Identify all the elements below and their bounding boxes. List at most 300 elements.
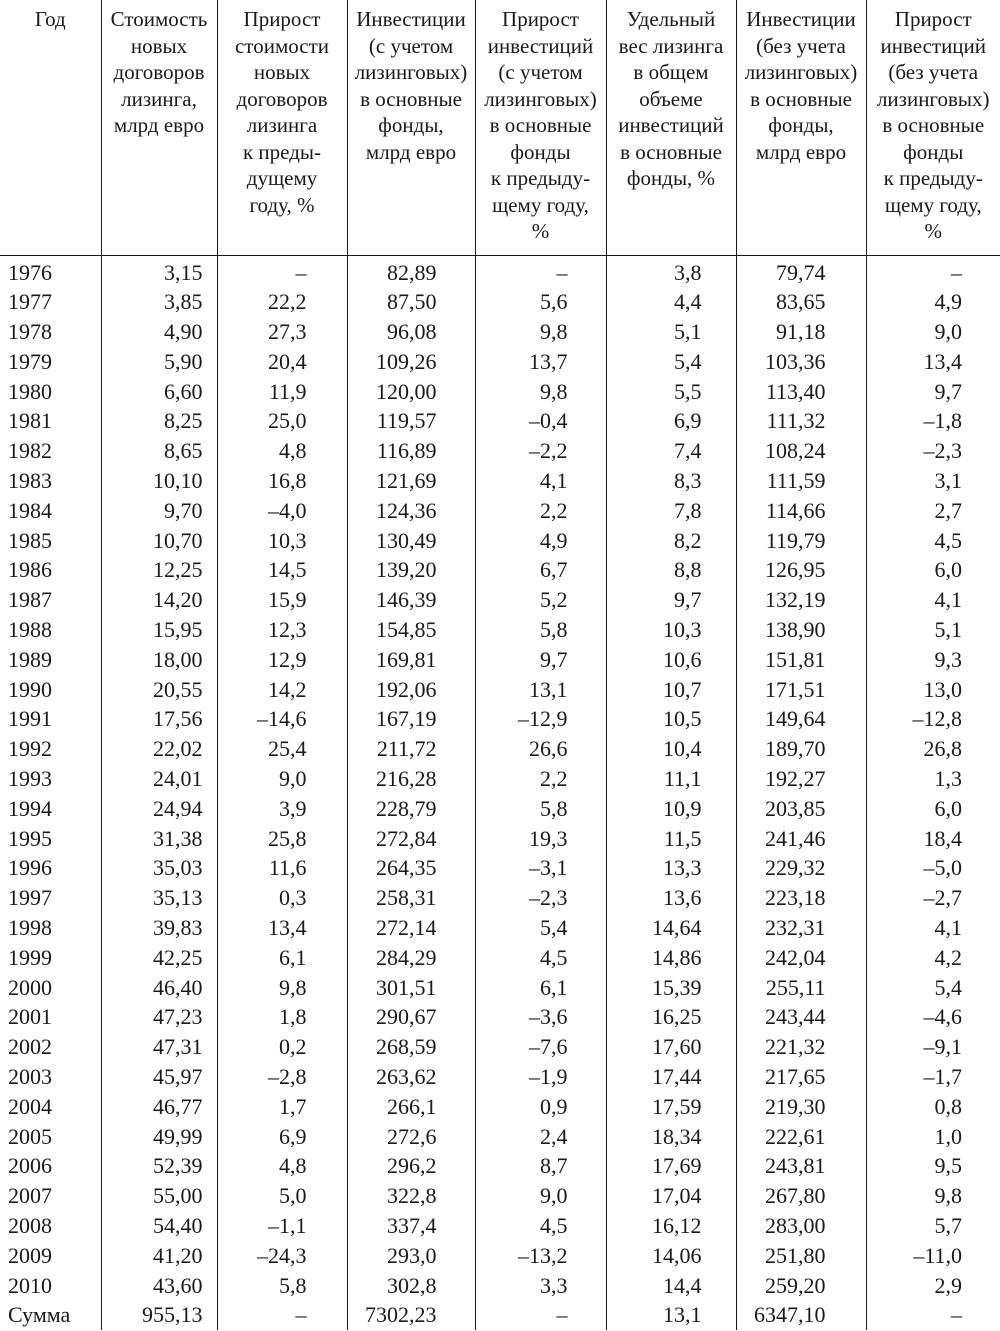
cell-investments-with-leasing — [347, 526, 475, 556]
cell-investments-without-leasing — [736, 406, 866, 436]
header-line: % — [924, 219, 942, 243]
cell-value: 111,32 — [766, 408, 826, 434]
cell-value: –9,1 — [923, 1034, 962, 1060]
cell-value: –1,1 — [268, 1213, 307, 1238]
cell-value: 114,66 — [765, 497, 826, 523]
cell-value: –24,3 — [257, 1242, 307, 1268]
cell-investments-with-leasing — [347, 973, 475, 1003]
cell-investment-growth-without-leasing — [866, 704, 1000, 734]
cell-investment-growth-without-leasing — [866, 853, 1000, 883]
cell-value: 17,69 — [652, 1153, 702, 1179]
cell-value: 242,04 — [765, 944, 826, 970]
cell-value: 272,6 — [387, 1123, 437, 1149]
cell-value: 12,3 — [268, 617, 307, 643]
cell-value: 296,2 — [387, 1153, 437, 1179]
cell-lease-growth — [217, 794, 347, 824]
table-row — [0, 645, 1000, 675]
cell-value: 3,15 — [164, 259, 203, 285]
cell-value: 2,7 — [934, 497, 962, 523]
cell-value: – — [556, 259, 568, 285]
cell-investment-growth-with-leasing — [475, 1181, 606, 1211]
cell-value: 4,2 — [934, 944, 962, 970]
cell-investment-growth-without-leasing — [866, 973, 1000, 1003]
cell-value: 103,36 — [765, 348, 826, 374]
cell-investment-growth-without-leasing — [866, 913, 1000, 943]
cell-leasing-share — [606, 526, 736, 556]
cell-lease-value — [101, 853, 217, 883]
cell-leasing-share — [606, 1032, 736, 1062]
header-lease-value — [101, 0, 217, 255]
cell-investments-with-leasing — [347, 585, 475, 615]
cell-investment-growth-with-leasing — [475, 883, 606, 913]
cell-value: 9,7 — [934, 378, 962, 404]
cell-investment-growth-with-leasing — [475, 1271, 606, 1301]
cell-value: –2,3 — [923, 438, 962, 464]
cell-investments-without-leasing — [736, 1062, 866, 1092]
header-line: Прирост — [502, 7, 579, 31]
cell-value: 268,59 — [376, 1034, 437, 1060]
cell-lease-growth — [217, 1211, 347, 1241]
header-lease-growth — [217, 0, 347, 255]
cell-lease-value — [101, 585, 217, 615]
cell-value: 45,97 — [153, 1064, 203, 1090]
cell-value: 138,90 — [765, 617, 826, 643]
cell-investments-without-leasing — [736, 675, 866, 705]
cell-value: –1,9 — [529, 1064, 568, 1090]
cell-investments-with-leasing — [347, 794, 475, 824]
cell-lease-growth — [217, 347, 347, 377]
cell-investment-growth-with-leasing — [475, 436, 606, 466]
cell-investment-growth-without-leasing — [866, 1122, 1000, 1152]
cell-lease-growth — [217, 317, 347, 347]
cell-leasing-share — [606, 764, 736, 794]
cell-lease-growth — [217, 377, 347, 407]
cell-value: 16,8 — [268, 468, 307, 494]
cell-leasing-share — [606, 1211, 736, 1241]
cell-leasing-share — [606, 675, 736, 705]
cell-leasing-share — [606, 615, 736, 645]
cell-investment-growth-without-leasing — [866, 943, 1000, 973]
cell-value: 151,81 — [765, 646, 826, 672]
cell-value: 14,64 — [652, 915, 702, 941]
cell-lease-growth — [217, 1181, 347, 1211]
cell-lease-growth — [217, 555, 347, 585]
cell-value: 5,7 — [934, 1213, 962, 1238]
cell-leasing-share — [606, 1002, 736, 1032]
cell-value: 14,20 — [153, 587, 203, 613]
cell-value: 5,4 — [934, 974, 962, 1000]
cell-lease-growth — [217, 943, 347, 973]
table-row — [0, 824, 1000, 854]
header-line: лизинговых) — [354, 60, 468, 84]
cell-leasing-share — [606, 913, 736, 943]
cell-value: 12,9 — [268, 646, 307, 672]
cell-value: 0,8 — [934, 1093, 962, 1119]
cell-lease-value — [101, 734, 217, 764]
cell-lease-growth — [217, 913, 347, 943]
table-row — [0, 1032, 1000, 1062]
cell-value: 25,4 — [268, 736, 307, 762]
cell-value: 6,60 — [164, 378, 203, 404]
cell-investment-growth-without-leasing — [866, 377, 1000, 407]
cell-value: 243,44 — [765, 1004, 826, 1030]
header-line: лизинга, — [121, 86, 197, 111]
cell-value: 283,00 — [765, 1213, 826, 1238]
cell-year: 1995 — [8, 825, 52, 851]
cell-investments-with-leasing — [347, 645, 475, 675]
table-row — [0, 1002, 1000, 1032]
cell-value: 119,79 — [765, 527, 826, 553]
cell-leasing-share — [606, 555, 736, 585]
cell-lease-growth — [217, 526, 347, 556]
table-row — [0, 794, 1000, 824]
header-investment-growth-without-leasing — [866, 0, 1000, 255]
cell-value: –3,1 — [529, 855, 568, 881]
cell-investments-without-leasing — [736, 734, 866, 764]
header-investments-without-leasing — [736, 0, 866, 255]
cell-value: 219,30 — [765, 1093, 826, 1119]
cell-investments-with-leasing — [347, 853, 475, 883]
table-row — [0, 913, 1000, 943]
cell-value: – — [295, 1302, 307, 1328]
cell-value: 119,57 — [376, 408, 437, 434]
cell-value: 5,8 — [540, 617, 568, 643]
cell-leasing-share — [606, 794, 736, 824]
cell-value: 9,7 — [540, 646, 568, 672]
cell-lease-value — [101, 287, 217, 317]
cell-investment-growth-without-leasing — [866, 1002, 1000, 1032]
cell-value: 5,8 — [279, 1272, 307, 1298]
cell-value: 9,8 — [279, 974, 307, 1000]
cell-lease-value — [101, 973, 217, 1003]
cell-value: –2,7 — [923, 885, 962, 911]
cell-year: 1996 — [8, 855, 52, 881]
cell-investment-growth-with-leasing — [475, 1062, 606, 1092]
table-row — [0, 1092, 1000, 1122]
cell-lease-growth — [217, 496, 347, 526]
header-line: щему году, — [884, 192, 982, 217]
table-row — [0, 436, 1000, 466]
cell-lease-growth — [217, 1271, 347, 1301]
cell-value: 4,1 — [934, 915, 962, 941]
cell-investments-with-leasing — [347, 555, 475, 585]
header-investments-with-leasing — [347, 0, 475, 255]
cell-value: 8,7 — [540, 1153, 568, 1179]
header-line: к предыду- — [883, 166, 983, 190]
cell-value: 10,6 — [663, 646, 702, 672]
cell-value: 337,4 — [387, 1213, 437, 1238]
cell-lease-value — [101, 675, 217, 705]
cell-investment-growth-without-leasing — [866, 1241, 1000, 1271]
table-row — [0, 973, 1000, 1003]
header-line: объеме — [639, 86, 703, 111]
cell-value: 108,24 — [765, 438, 826, 464]
table-row — [0, 704, 1000, 734]
cell-value: 5,90 — [164, 348, 203, 374]
cell-value: 4,5 — [934, 527, 962, 553]
cell-investment-growth-with-leasing — [475, 794, 606, 824]
cell-value: 54,40 — [153, 1213, 203, 1238]
cell-lease-value — [101, 824, 217, 854]
cell-value: 10,70 — [153, 527, 203, 553]
cell-value: 4,1 — [540, 468, 568, 494]
cell-value: 6,9 — [279, 1123, 307, 1149]
cell-lease-growth — [217, 1122, 347, 1152]
cell-value: 17,59 — [652, 1093, 702, 1119]
header-line: к преды- — [242, 139, 322, 164]
cell-value: 1,0 — [934, 1123, 962, 1149]
cell-investment-growth-without-leasing — [866, 317, 1000, 347]
cell-year: 1980 — [8, 378, 52, 404]
cell-value: 132,19 — [765, 587, 826, 613]
header-line: лизинговых) — [484, 86, 597, 111]
cell-value: 146,39 — [376, 587, 437, 613]
cell-value: 272,14 — [376, 915, 437, 941]
cell-value: 10,9 — [663, 795, 702, 821]
cell-value: 192,27 — [765, 766, 826, 792]
cell-investment-growth-without-leasing — [866, 287, 1000, 317]
cell-lease-value — [101, 496, 217, 526]
cell-lease-growth — [217, 853, 347, 883]
table-row — [0, 377, 1000, 407]
cell-leasing-share — [606, 704, 736, 734]
cell-investment-growth-without-leasing — [866, 1092, 1000, 1122]
header-line: инвестиций — [487, 33, 594, 58]
cell-year: 2007 — [8, 1183, 52, 1209]
header-year — [0, 0, 101, 255]
cell-value: 0,9 — [540, 1093, 568, 1119]
table-row — [0, 406, 1000, 436]
cell-lease-growth — [217, 1002, 347, 1032]
cell-investments-without-leasing — [736, 555, 866, 585]
cell-value: 113,40 — [765, 378, 826, 404]
cell-lease-growth — [217, 883, 347, 913]
cell-value: 2,9 — [934, 1272, 962, 1298]
cell-investments-without-leasing — [736, 1211, 866, 1241]
cell-value: 96,08 — [387, 319, 437, 345]
cell-value: 8,2 — [674, 527, 702, 553]
cell-investment-growth-with-leasing — [475, 496, 606, 526]
cell-value: 263,62 — [376, 1064, 437, 1090]
cell-value: 3,3 — [540, 1272, 568, 1298]
cell-year: 1979 — [8, 348, 52, 374]
cell-value: 5,4 — [540, 915, 568, 941]
cell-value: 9,0 — [540, 1183, 568, 1209]
cell-year: 1993 — [8, 766, 52, 792]
cell-value: 228,79 — [376, 795, 437, 821]
cell-investment-growth-without-leasing — [866, 347, 1000, 377]
cell-value: 43,60 — [153, 1272, 203, 1298]
cell-value: 6,0 — [934, 795, 962, 821]
cell-value: 17,04 — [652, 1183, 702, 1209]
cell-lease-value — [101, 1271, 217, 1301]
cell-value: 6,7 — [540, 557, 568, 583]
cell-lease-value — [101, 794, 217, 824]
cell-leasing-share — [606, 406, 736, 436]
cell-value: 229,32 — [765, 855, 826, 881]
table-row — [0, 526, 1000, 556]
cell-value: 255,11 — [765, 974, 826, 1000]
cell-value: 9,8 — [934, 1183, 962, 1209]
cell-year: 1981 — [8, 408, 52, 434]
cell-lease-value — [101, 1062, 217, 1092]
cell-value: 13,4 — [268, 915, 307, 941]
cell-value: 4,9 — [934, 289, 962, 315]
table-row — [0, 1062, 1000, 1092]
cell-value: 35,13 — [153, 885, 203, 911]
cell-investments-without-leasing — [736, 704, 866, 734]
cell-value: 222,61 — [765, 1123, 826, 1149]
cell-value: 79,74 — [776, 259, 826, 285]
cell-investments-with-leasing — [347, 1002, 475, 1032]
table-row — [0, 255, 1000, 287]
cell-value: 3,85 — [164, 289, 203, 315]
cell-investment-growth-with-leasing — [475, 764, 606, 794]
cell-value: 126,95 — [765, 557, 826, 583]
cell-investments-with-leasing — [347, 255, 475, 287]
cell-value: –12,9 — [518, 706, 568, 732]
cell-value: 13,7 — [529, 348, 568, 374]
cell-value: 216,28 — [376, 766, 437, 792]
cell-leasing-share — [606, 255, 736, 287]
cell-investments-with-leasing — [347, 1181, 475, 1211]
header-leasing-share — [606, 0, 736, 255]
cell-value: 139,20 — [376, 557, 437, 583]
cell-value: 42,25 — [153, 944, 203, 970]
cell-lease-value — [101, 347, 217, 377]
cell-value: 22,2 — [268, 289, 307, 315]
table-row — [0, 1151, 1000, 1181]
cell-value: 6,1 — [540, 974, 568, 1000]
cell-leasing-share — [606, 496, 736, 526]
cell-value: 11,5 — [663, 825, 702, 851]
cell-investment-growth-without-leasing — [866, 794, 1000, 824]
cell-year: 1977 — [8, 289, 52, 315]
cell-year: 2001 — [8, 1004, 52, 1030]
cell-investments-without-leasing — [736, 377, 866, 407]
cell-investment-growth-with-leasing — [475, 1092, 606, 1122]
cell-investment-growth-without-leasing — [866, 824, 1000, 854]
cell-investment-growth-with-leasing — [475, 1122, 606, 1152]
cell-investment-growth-without-leasing — [866, 883, 1000, 913]
cell-year: 1989 — [8, 646, 52, 672]
cell-year: 1984 — [8, 497, 52, 523]
table-row — [0, 1300, 1000, 1330]
cell-lease-value — [101, 1002, 217, 1032]
cell-value: 24,94 — [153, 795, 203, 821]
cell-leasing-share — [606, 1122, 736, 1152]
cell-investment-growth-with-leasing — [475, 824, 606, 854]
table-row — [0, 883, 1000, 913]
cell-investment-growth-with-leasing — [475, 255, 606, 287]
cell-value: 7302,23 — [365, 1302, 437, 1328]
cell-year: 1983 — [8, 468, 52, 494]
cell-value: 22,02 — [153, 736, 203, 762]
cell-investment-growth-without-leasing — [866, 1181, 1000, 1211]
cell-investment-growth-with-leasing — [475, 1151, 606, 1181]
cell-investments-without-leasing — [736, 1032, 866, 1062]
header-line: году, % — [249, 192, 315, 217]
cell-value: 124,36 — [376, 497, 437, 523]
cell-investments-without-leasing — [736, 1241, 866, 1271]
cell-leasing-share — [606, 377, 736, 407]
header-line: в основные — [750, 86, 852, 111]
cell-lease-growth — [217, 1062, 347, 1092]
cell-leasing-share — [606, 466, 736, 496]
cell-value: 259,20 — [765, 1272, 826, 1298]
table-row — [0, 1122, 1000, 1152]
cell-investments-without-leasing — [736, 943, 866, 973]
cell-value: 5,0 — [279, 1183, 307, 1209]
cell-leasing-share — [606, 1181, 736, 1211]
cell-investments-without-leasing — [736, 883, 866, 913]
header-line: в основные — [489, 113, 592, 137]
cell-investments-with-leasing — [347, 1241, 475, 1271]
cell-value: 10,3 — [663, 617, 702, 643]
cell-value: 2,4 — [540, 1123, 568, 1149]
table-row — [0, 347, 1000, 377]
cell-value: 8,25 — [164, 408, 203, 434]
cell-investments-with-leasing — [347, 1151, 475, 1181]
cell-investment-growth-with-leasing — [475, 347, 606, 377]
cell-investment-growth-with-leasing — [475, 317, 606, 347]
cell-leasing-share — [606, 436, 736, 466]
cell-value: 9,8 — [540, 378, 568, 404]
cell-value: 11,1 — [663, 766, 702, 792]
cell-investment-growth-with-leasing — [475, 853, 606, 883]
cell-value: 25,8 — [268, 825, 307, 851]
header-line: млрд евро — [365, 139, 457, 164]
cell-value: 18,4 — [923, 825, 962, 851]
cell-value: 13,3 — [663, 855, 702, 881]
header-line: инвестиций — [618, 113, 724, 137]
cell-value: 8,8 — [674, 557, 702, 583]
cell-value: –13,2 — [518, 1242, 568, 1268]
cell-lease-growth — [217, 675, 347, 705]
cell-value: 14,4 — [663, 1272, 702, 1298]
cell-lease-growth — [217, 615, 347, 645]
cell-value: 4,9 — [540, 527, 568, 553]
cell-value: 49,99 — [153, 1123, 203, 1149]
cell-investments-with-leasing — [347, 764, 475, 794]
cell-investments-without-leasing — [736, 913, 866, 943]
cell-value: 10,10 — [153, 468, 203, 494]
cell-lease-value — [101, 645, 217, 675]
cell-investments-without-leasing — [736, 585, 866, 615]
cell-value: 14,2 — [268, 676, 307, 702]
cell-value: 13,1 — [663, 1302, 702, 1328]
cell-investment-growth-with-leasing — [475, 734, 606, 764]
cell-investments-without-leasing — [736, 347, 866, 377]
header-line: Прирост — [243, 7, 321, 31]
cell-value: 13,1 — [529, 676, 568, 702]
cell-lease-value — [101, 1241, 217, 1271]
cell-investment-growth-without-leasing — [866, 1062, 1000, 1092]
cell-value: 10,3 — [268, 527, 307, 553]
cell-year: 2006 — [8, 1153, 52, 1179]
cell-year: 1982 — [8, 438, 52, 464]
cell-value: 13,0 — [923, 676, 962, 702]
cell-value: 18,00 — [153, 646, 203, 672]
cell-value: 1,7 — [279, 1093, 307, 1119]
cell-lease-value — [101, 255, 217, 287]
cell-value: 109,26 — [376, 348, 437, 374]
cell-value: 87,50 — [387, 289, 437, 315]
table-row — [0, 496, 1000, 526]
table-row — [0, 1211, 1000, 1241]
cell-investment-growth-with-leasing — [475, 1002, 606, 1032]
cell-value: 258,31 — [376, 885, 437, 911]
